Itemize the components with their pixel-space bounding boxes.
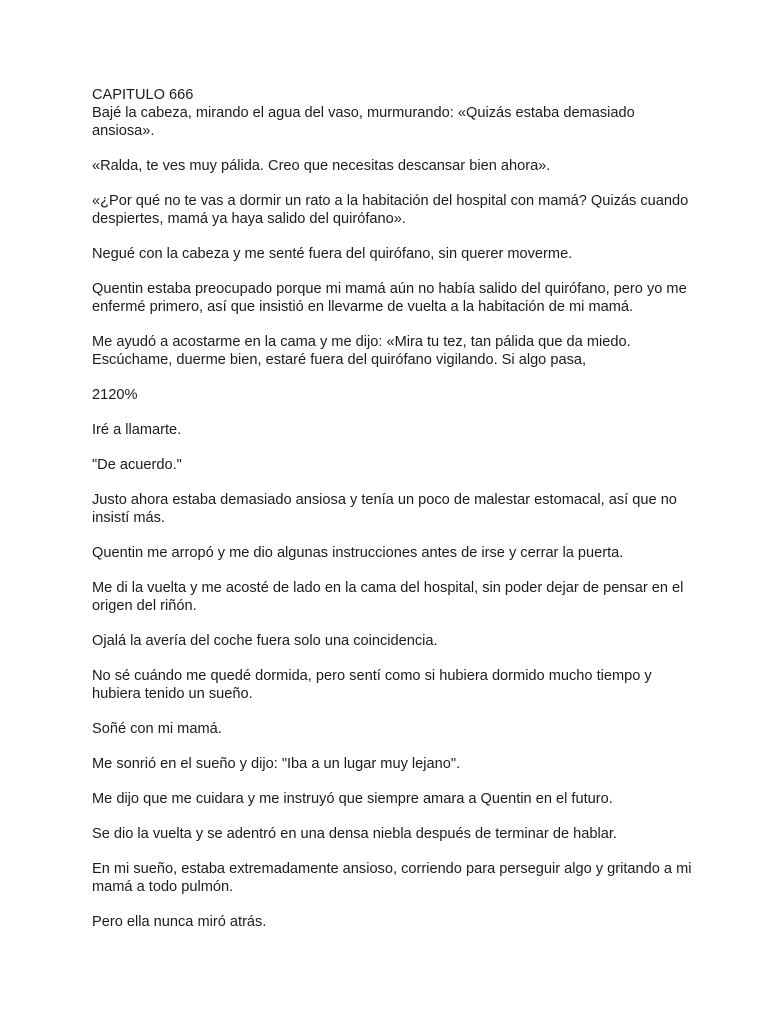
chapter-title: CAPITULO 666	[92, 87, 194, 103]
paragraph: Bajé la cabeza, mirando el agua del vaso, murmurando: «Quizás estaba demasiado ansiosa».	[92, 105, 635, 139]
paragraph: No sé cuándo me quedé dormida, pero sentí como si hubiera dormido mucho tiempo y hubiera tenido un sueño.	[92, 668, 652, 702]
paragraph: "De acuerdo."	[92, 457, 182, 473]
paragraph: «¿Por qué no te vas a dormir un rato a la habitación del hospital con mamá? Quizás cuando despiertes, mamá ya haya salido del quirófano».	[92, 193, 689, 227]
paragraph: Negué con la cabeza y me senté fuera del quirófano, sin querer moverme.	[92, 246, 573, 262]
paragraph: Iré a llamarte.	[92, 422, 182, 438]
paragraph: Me dijo que me cuidara y me instruyó que siempre amara a Quentin en el futuro.	[92, 791, 613, 807]
paragraph: En mi sueño, estaba extremadamente ansioso, corriendo para perseguir algo y gritando a mi mamá a todo pulmón.	[92, 861, 692, 895]
paragraph: Me ayudó a acostarme en la cama y me dijo: «Mira tu tez, tan pálida que da miedo. Escúchame, duerme bien, estaré fuera del quirófano vigilando. Si algo pasa,	[92, 334, 631, 368]
paragraph: Quentin estaba preocupado porque mi mamá aún no había salido del quirófano, pero yo me enfermé primero, así que insistió en llevarme de vuelta a la habitación de mi mamá.	[92, 281, 687, 315]
paragraph: Quentin me arropó y me dio algunas instrucciones antes de irse y cerrar la puerta.	[92, 545, 624, 561]
paragraph: Pero ella nunca miró atrás.	[92, 914, 267, 930]
paragraph: Me di la vuelta y me acosté de lado en la cama del hospital, sin poder dejar de pensar en el origen del riñón.	[92, 580, 684, 614]
paragraph: Justo ahora estaba demasiado ansiosa y tenía un poco de malestar estomacal, así que no insistí más.	[92, 492, 677, 526]
paragraph: Se dio la vuelta y se adentró en una densa niebla después de terminar de hablar.	[92, 826, 617, 842]
paragraph: Ojalá la avería del coche fuera solo una coincidencia.	[92, 633, 438, 649]
paragraph: «Ralda, te ves muy pálida. Creo que necesitas descansar bien ahora».	[92, 158, 551, 174]
paragraph: Soñé con mi mamá.	[92, 721, 222, 737]
paragraph: 2120%	[92, 387, 138, 403]
document-page	[92, 86, 692, 948]
paragraph: Me sonrió en el sueño y dijo: "Iba a un lugar muy lejano".	[92, 756, 461, 772]
